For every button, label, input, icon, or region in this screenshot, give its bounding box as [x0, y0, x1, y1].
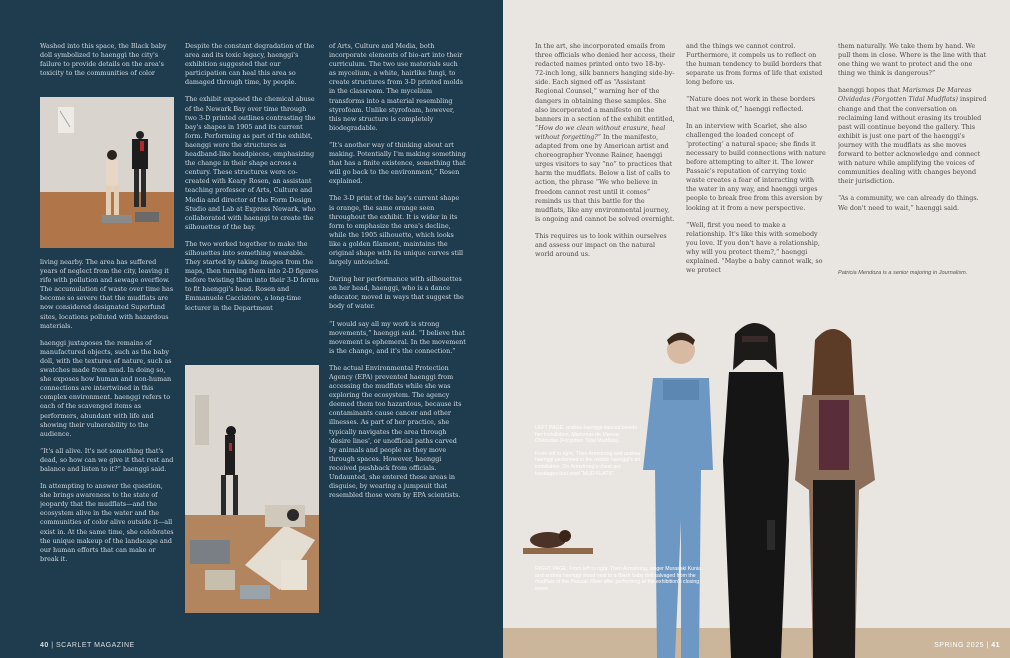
paragraph: The actual Environmental Protection Agency (EPA) prevented haenggi from accessing the mudflats while she was exploring the ecosystem. The agency deemed them too hazardous, because its contaminants cause cancer and other illnesses. As part of her practice, she typically navigates the area through 'desire lines', or unofficial paths carved by animals and people as they move through spaces. However, haenggi received pushback from officials. Undaunted, she entered these areas in disguise, by wearing a jumpsuit that resembled those worn by EPA scientists. [329, 363, 462, 500]
paragraph: “It's another way of thinking about art making. Potentially I'm making something that has a finite existence, something that will go back to the environment,” Rosen explained. [329, 140, 466, 186]
photo-dancers-gallery [40, 97, 174, 248]
left-column-1-top [40, 42, 174, 88]
left-page [0, 0, 503, 658]
issue-date: SPRING 2025 [934, 642, 984, 649]
photo-captions [535, 425, 643, 483]
caption-right-page [535, 566, 705, 598]
paragraph: In attempting to answer the question, she brings awareness to the state of jeopardy that the mudflats—and the ecosystem alive in the water and the communities of color alive outside it—all exist in. At the same time, she celebrates the unique makeup of the landscape and our human efforts that can make or break it. [40, 482, 174, 563]
right-column-2 [686, 42, 826, 322]
paragraph-text: haenggi hopes that [838, 86, 901, 95]
paragraph-text: In the art, she incorporated emails from three officials who denied her access, their redacted names printed onto two 18-by-72-inch long, silk banners hanging side-by-side. Each signed off as “Assistant Regional Counsel,” warning her of the dangers in obtaining these samples. She also incorporated a manifesto on the banners in a section of the exhibit entitled, [535, 42, 675, 123]
paragraph: The two worked together to make the silhouettes into something wearable. They started by taking images from the maps, then turning them into 2-D figures before twisting them into their 3-D forms to fit haenggi's head. Rosen and Emmanuele Cacciatore, a long-time lecturer in the Department [185, 239, 319, 312]
right-footer: SPRING 2025 | 41 [934, 642, 1000, 649]
page-number: 41 [991, 642, 1000, 649]
paragraph [838, 86, 988, 186]
paragraph: In an interview with Scarlet, she also challenged the loaded concept of ‘protecting’ a natural space; she finds it necessary to build connections with nature before attempting to alter it. The lower Passaic's reputation of carrying toxic waste creates a fear of interacting with the water in any way, and haenggi urges people to break free from this aversion by looking at it from a new perspective. [686, 121, 826, 212]
paragraph: Despite the constant degradation of the area and its toxic legacy, haenggi's exhibition suggested that our participation can heal this area so damaged through time, by people. [185, 42, 315, 87]
caption-left-page: LEFT PAGE: andrea haenggi danced beside her installation, Marismas de Mareas Olvidadas (Forgotten Tidal Mudflats). [535, 425, 638, 445]
paragraph: The 3-D print of the bay's current shape is orange, the same orange seen throughout the exhibit. It is wider in its form to emphasize the area's decline, while the 1905 silhouette, which looks like a golden filament, maintains the original shape with its unique curves still largely untouched. [329, 194, 464, 267]
right-page [503, 0, 1010, 658]
paragraph: “As a community, we can already do things. We don't need to wait,” haenggi said. [838, 194, 979, 212]
paragraph: The exhibit exposed the chemical abuse of the Newark Bay over time through two 3-D printed outlines contrasting the bay's shapes in 1905 and its current form. Performing as part of the exhibit, haenggi wore the structures as headband-like headpieces, emphasizing the change in their shape across a century. These structures were co-created with Keary Rosen, an assistant teaching professor of Arts, Culture and Media and director of the Form Design Studio and Lab at Express Newark, who collaborated with haenggi to create the silhouettes of the bay. [185, 95, 316, 231]
paragraph: them naturally. We take them by hand. We pull them in close. Where is the line with that one thing we want to protect and the one thing we think is dangerous?” [838, 42, 987, 78]
caption-left-page-second: From left to right, Theo Armstrong and andrea haenggi performed in the middle haenggi's art installation. On Armstrong's chest are bandages that read “MUD FLATS”. [535, 450, 641, 477]
paragraph: This requires us to look within ourselves and assess our impact on the natural world around us. [535, 231, 667, 259]
left-column-1-bottom [40, 258, 174, 618]
paragraph [535, 42, 675, 224]
paragraph: haenggi juxtaposes the remains of manufactured objects, such as the baby doll, with the textures of nature, such as swatches made from mud. In doing so, she exposes how human and non-human connections are intertwined in this complex environment. haenggi refers to each of the scavenged items as performers, abundant with life and showing their vulnerability to the audience. [40, 338, 172, 438]
paragraph: During her performance with silhouettes on her head, haenggi, who is a dance educator, moved in ways that suggest the body of water. [329, 275, 464, 311]
exhibit-title: Marismas De Mareas Olvidadas (Forgotten Tidal Mudflats) [838, 86, 972, 104]
paragraph: living nearby. The area has suffered years of neglect from the city, leaving it rife with pollution and sewage overflow. The accumulation of waste over time has become so severe that the mudflats are now considered designated Superfund sites, locations polluted with hazardous materials. [40, 258, 174, 330]
paragraph: “Nature does not work in these borders that we think of,” haenggi reflected. [686, 95, 816, 113]
page-number: 40 [40, 642, 49, 649]
paragraph-text: In the manifesto, adapted from one by American artist and choreographer Yvonne Rainer, haenggi urges visitors to say “no” to practices that harm the mudflats. Below a list of calls to action, the phrase “We who believe in freedom cannot rest until it comes” reminds us that this battle for the mudflats, like any environmental journey, is ongoing and cannot be solved overnight. [535, 132, 675, 223]
magazine-name: SCARLET MAGAZINE [56, 642, 135, 649]
author-bio: Patricia Mendoza is a senior majoring in Journalism. [838, 270, 968, 276]
photo-performers-floor [185, 365, 319, 613]
left-footer: 40 | SCARLET MAGAZINE [40, 642, 135, 649]
paragraph: “I would say all my work is strong movements,” haenggi said. “I believe that movement is ephemeral. In the movement is the change, and it's the connection.” [329, 319, 466, 355]
paragraph-text: inspired change and that the conversation on reclaiming land without erasing its troubled past will continue beyond the gallery. This exhibit is just one part of the haenggi's journey with the mudflats as she moves forward to better acknowledge and connect with nature while amplifying the voices of communities dealing with changes beyond their jurisdiction. [838, 95, 987, 186]
right-column-1 [535, 42, 675, 322]
manifesto-title: “How do we clean without erasure, heal without forgetting?” [535, 123, 666, 141]
paragraph: “Well, first you need to make a relationship. It's like this with somebody you love. If you don't have a relationship, why will you protect them?,” haenggi explained. “Maybe a baby cannot walk, so we protect [686, 220, 823, 275]
right-column-3 [838, 42, 988, 267]
left-column-3 [329, 42, 466, 618]
caption-text: RIGHT PAGE: From left to right: Theo Armstrong, singer Murasaki Kunia and andrea haenggi stood next to a Black baby doll salvaged from the mudflats of the Passaic River after performing at the exhibition's closing event. [535, 566, 702, 592]
paragraph: of Arts, Culture and Media, both incorporate elements of bio-art into their curriculum. The two use materials such as mycelium, a white, hairlike fungi, to create structures from 3-D printed molds in the classroom. The mycelium transforms into a material resembling styrofoam. Unlike styrofoam, however, this new structure is completely biodegradable. [329, 42, 463, 132]
paragraph: Washed into this space, the Black baby doll symbolized to haenggi the city's failure to provide details on the area's toxicity to the communities of color [40, 42, 167, 78]
paragraph: “It's all alive. It's not something that's dead, so how can we give it that rest and balance and listen to it?” haenggi said. [40, 446, 174, 473]
left-column-2-top [185, 42, 319, 354]
paragraph: and the things we cannot control. Furthermore, it compels us to reflect on the human tendency to build borders that separate us from forms of life that existed long before us. [686, 42, 823, 87]
